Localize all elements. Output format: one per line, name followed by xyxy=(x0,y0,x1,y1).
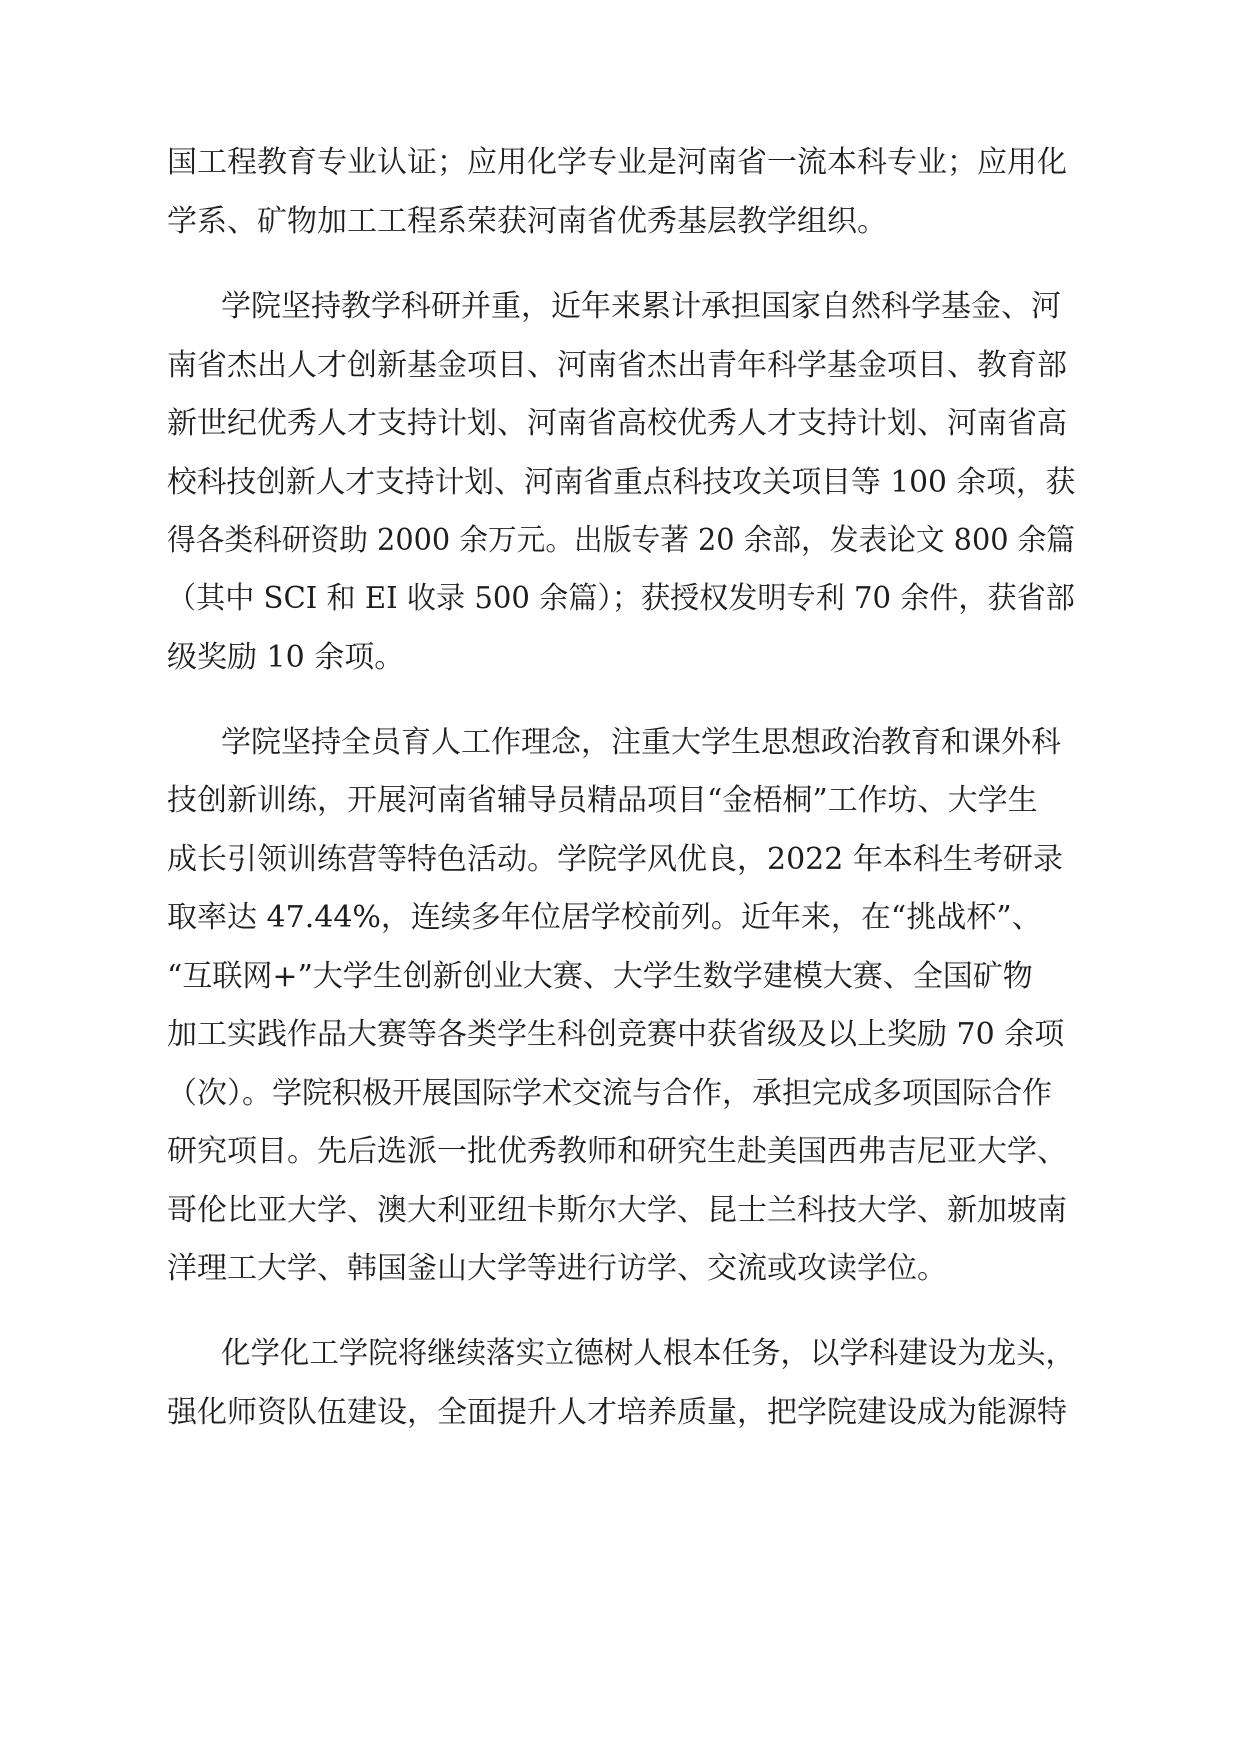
text-line: 学院坚持全员育人工作理念，注重大学生思想政治教育和课外科 xyxy=(221,725,1061,760)
text-line: “互联网+”大学生创新创业大赛、大学生数学建模大赛、全国矿物 xyxy=(167,959,1033,994)
text-line: 强化师资队伍建设，全面提升人才培养质量，把学院建设成为能源特 xyxy=(167,1395,1067,1430)
text-line: 技创新训练，开展河南省辅导员精品项目“金梧桐”工作坊、大学生 xyxy=(167,783,1038,818)
text-line: 化学化工学院将继续落实立德树人根本任务，以学科建设为龙头， xyxy=(221,1336,1075,1371)
text-line: 国工程教育专业认证；应用化学专业是河南省一流本科专业；应用化 xyxy=(167,145,1067,180)
text-line: 得各类科研资助 2000 余万元。出版专著 20 余部，发表论文 800 余篇 xyxy=(167,523,1076,558)
text-line: 南省杰出人才创新基金项目、河南省杰出青年科学基金项目、教育部 xyxy=(167,348,1067,383)
text-line: 洋理工大学、韩国釜山大学等进行访学、交流或攻读学位。 xyxy=(167,1251,947,1286)
text-line: 研究项目。先后选派一批优秀教师和研究生赴美国西弗吉尼亚大学、 xyxy=(167,1134,1067,1169)
text-line: 级奖励 10 余项。 xyxy=(167,640,405,675)
text-line: 新世纪优秀人才支持计划、河南省高校优秀人才支持计划、河南省高 xyxy=(167,406,1067,441)
text-line: 成长引领训练营等特色活动。学院学风优良，2022 年本科生考研录 xyxy=(167,842,1063,877)
text-line: 学系、矿物加工工程系荣获河南省优秀基层教学组织。 xyxy=(167,204,887,239)
text-line: 学院坚持教学科研并重，近年来累计承担国家自然科学基金、河 xyxy=(221,289,1061,324)
text-line: （其中 SCI 和 EI 收录 500 余篇）；获授权发明专利 70 余件，获省部 xyxy=(167,581,1075,616)
text-line: 加工实践作品大赛等各类学生科创竞赛中获省级及以上奖励 70 余项 xyxy=(167,1017,1065,1052)
text-line: 哥伦比亚大学、澳大利亚纽卡斯尔大学、昆士兰科技大学、新加坡南 xyxy=(167,1193,1067,1228)
text-line: 校科技创新人才支持计划、河南省重点科技攻关项目等 100 余项，获 xyxy=(167,465,1076,500)
text-line: 取率达 47.44%，连续多年位居学校前列。近年来，在“挑战杯”、 xyxy=(167,900,1042,935)
text-line: （次）。学院积极开展国际学术交流与合作，承担完成多项国际合作 xyxy=(167,1076,1052,1111)
